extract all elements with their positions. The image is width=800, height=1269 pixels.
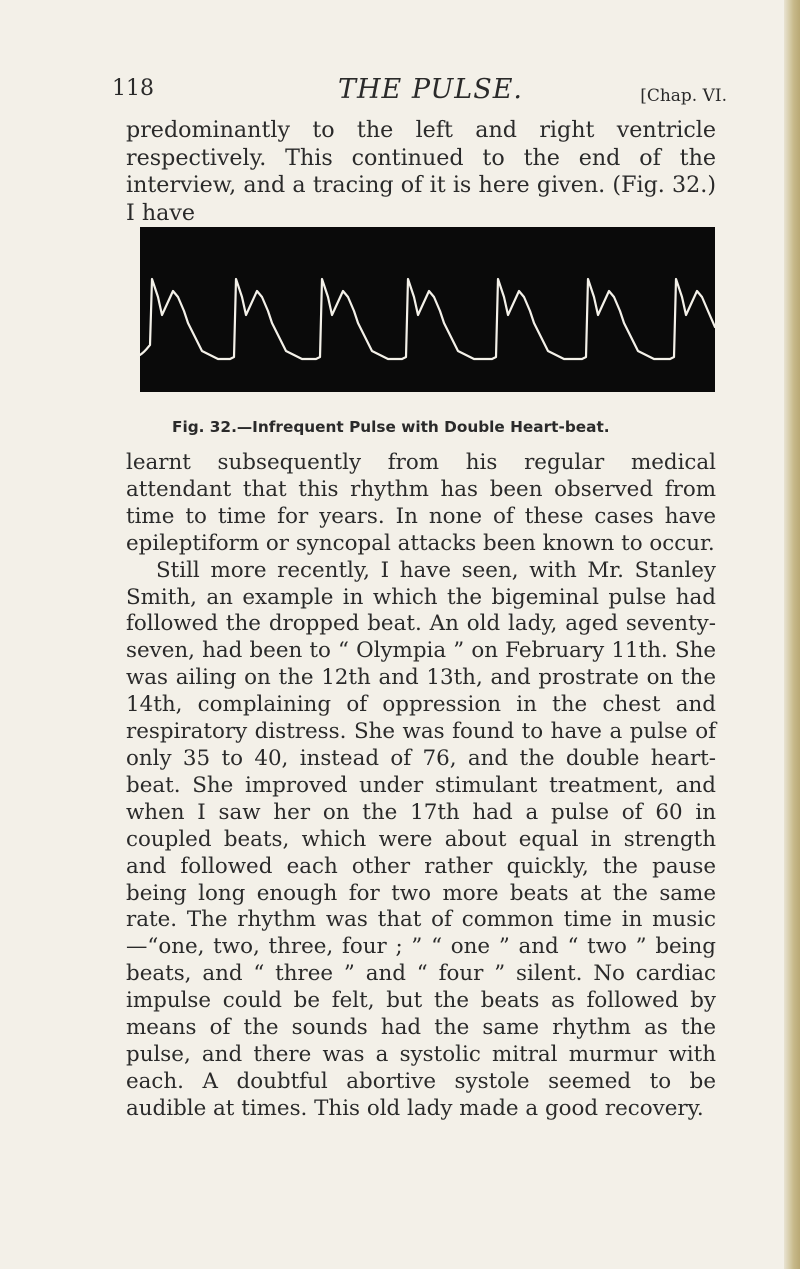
running-title: THE PULSE. — [338, 74, 524, 105]
page-number: 118 — [112, 76, 154, 101]
pulse-tracing-figure — [140, 227, 715, 392]
chapter-label: [Chap. VI. — [640, 86, 727, 106]
pulse-tracing — [140, 227, 715, 392]
page-edge — [784, 0, 800, 1269]
paragraph-continued: learnt subsequently from his regular medical attendant that this rhythm has been observed from time to time for years. In none of these cases have epileptiform or syncopal attacks been known to occur. — [126, 450, 716, 556]
body-text — [126, 450, 716, 1123]
paragraph-case: Still more recently, I have seen, with Mr. Stanley Smith, an example in which the bigeminal pulse had followed the dropped beat. An old lady, aged seventy-seven, had been to “ Olympia ” on February 11th. She was ailing on the 12th and 13th, and prostrate on the 14th, complaining of oppression in the chest and respiratory distress. She was found to have a pulse of only 35 to 40, instead of 76, and the double heart-beat. She improved under stimulant treatment, and when I saw her on the 17th had a pulse of 60 in coupled beats, which were about equal in strength and followed each other rather quickly, the pause being long enough for two more beats at the same rate. The rhythm was that of common time in music—“one, two, three, four ; ” “ one ” and “ two ” being beats, and “ three ” and “ four ” silent. No cardiac impulse could be felt, but the beats as followed by means of the sounds had the same rhythm as the pulse, and there was a systolic mitral murmur with each. A doubtful abortive systole seemed to be audible at times. This old lady made a good recovery. — [126, 557, 716, 1121]
paragraph-top: predominantly to the left and right ventricle respectively. This continued to the end of the interview, and a tracing of it is here given. (Fig. 32.) I have — [126, 117, 716, 226]
figure-caption: Fig. 32.—Infrequent Pulse with Double Heart-beat. — [172, 418, 610, 436]
running-header — [112, 74, 727, 118]
